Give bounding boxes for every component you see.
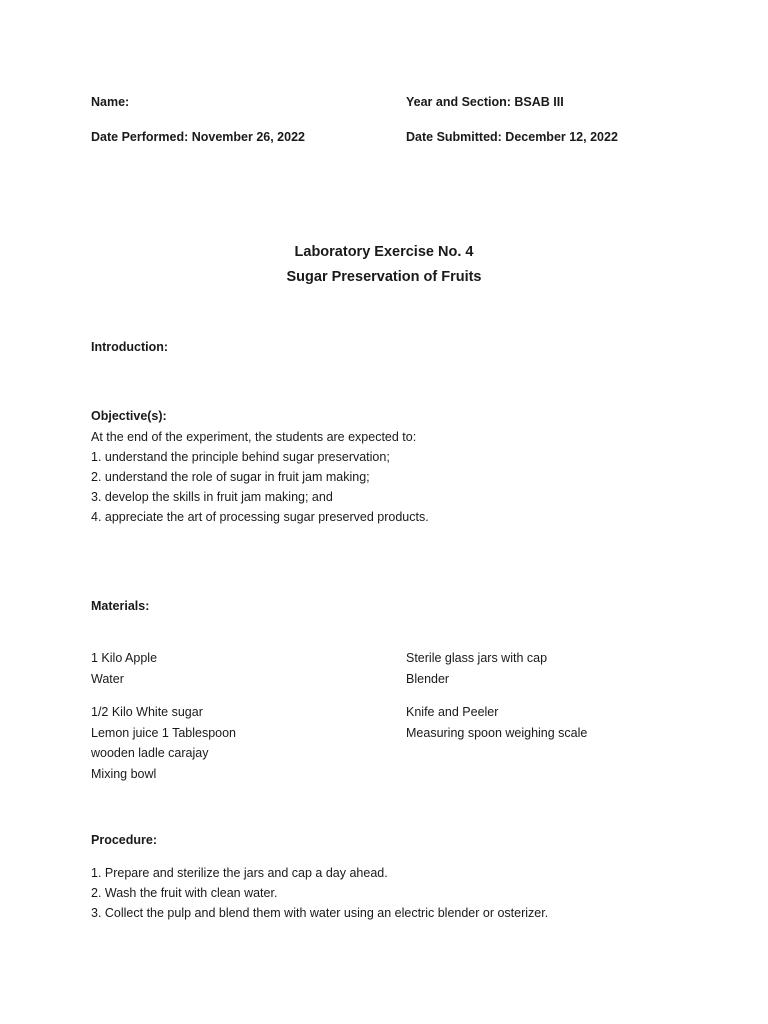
- material-item: Blender: [406, 671, 450, 686]
- materials-heading: Materials:: [91, 599, 150, 613]
- procedure-step: 3. Collect the pulp and blend them with water using an electric blender or osterizer.: [91, 906, 549, 920]
- material-item: wooden ladle carajay: [91, 746, 209, 760]
- materials-left-group-2: [91, 702, 236, 784]
- objective-item: 2. understand the role of sugar in fruit jam making;: [91, 470, 370, 484]
- date-submitted-field: Date Submitted: December 12, 2022: [406, 130, 618, 144]
- procedure-heading: Procedure:: [91, 833, 157, 847]
- material-item: Lemon juice 1 Tablespoon: [91, 725, 237, 740]
- name-label: Name:: [91, 95, 130, 109]
- procedure-list: [91, 863, 548, 923]
- title-line-exercise: Laboratory Exercise No. 4: [294, 244, 474, 260]
- title-line-topic: Sugar Preservation of Fruits: [286, 269, 482, 285]
- introduction-heading: Introduction:: [91, 340, 169, 354]
- document-title: [0, 240, 768, 290]
- procedure-step: 1. Prepare and sterilize the jars and cap a day ahead.: [91, 866, 388, 880]
- objective-item: 3. develop the skills in fruit jam making; and: [91, 490, 333, 504]
- materials-right-group-2: [406, 702, 587, 743]
- material-item: Water: [91, 671, 124, 686]
- year-section-field: Year and Section: BSAB III: [406, 95, 564, 109]
- objective-item: 1. understand the principle behind sugar preservation;: [91, 450, 390, 464]
- material-item: Measuring spoon weighing scale: [406, 725, 588, 740]
- materials-left-group-1: [91, 648, 157, 689]
- objectives-heading: Objective(s):: [91, 409, 167, 423]
- procedure-step: 2. Wash the fruit with clean water.: [91, 886, 278, 900]
- materials-right-group-1: [406, 648, 547, 689]
- objectives-intro: At the end of the experiment, the students are expected to:: [91, 430, 417, 444]
- objective-item: 4. appreciate the art of processing sugar preserved products.: [91, 510, 429, 524]
- material-item: Sterile glass jars with cap: [406, 651, 548, 665]
- material-item: Mixing bowl: [91, 766, 157, 781]
- objectives-list: [91, 447, 429, 527]
- material-item: 1 Kilo Apple: [91, 651, 158, 665]
- material-item: Knife and Peeler: [406, 705, 499, 719]
- material-item: 1/2 Kilo White sugar: [91, 705, 203, 719]
- date-performed-field: Date Performed: November 26, 2022: [91, 130, 305, 144]
